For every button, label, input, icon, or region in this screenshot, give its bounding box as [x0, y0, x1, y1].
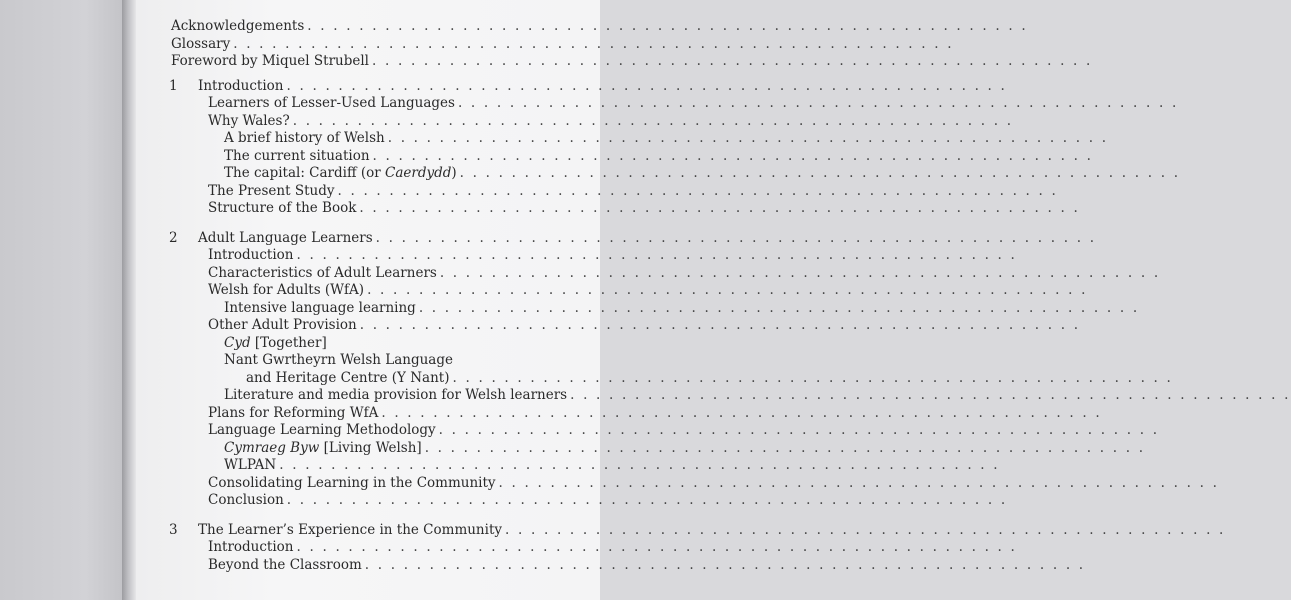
entry-title: Conclusion	[208, 492, 284, 508]
dot-leader: . . . . . . . . . . . . . . . . . . . . . . . . . . . . . . . . . . . . . . . . . . . . . . . . . . . . . . . .	[307, 18, 1028, 34]
entry-title: The Present Study	[208, 182, 335, 199]
dot-leader: . . . . . . . . . . . . . . . . . . . . . . . . . . . . . . . . . . . . . . . . . . . . . . . . . . . . . . . .	[452, 369, 1174, 386]
entry-title: Intensive language learning	[224, 299, 416, 316]
dot-leader: . . . . . . . . . . . . . . . . . . . . . . . . . . . . . . . . . . . . . . . . . . . . . . . . . . . . . . . .	[372, 53, 1093, 69]
toc-entry[interactable]	[136, 556, 1086, 577]
entry-title: The current situation	[224, 147, 370, 164]
entry-title: Structure of the Book	[208, 200, 357, 216]
dot-leader: . . . . . . . . . . . . . . . . . . . . . . . . . . . . . . . . . . . . . . . . . . . . . . . . . . . . . . . .	[387, 130, 1109, 146]
dot-leader: . . . . . . . . . . . . . . . . . . . . . . . . . . . . . . . . . . . . . . . . . . . . . . . . . . . . . . . .	[439, 264, 1161, 281]
dot-leader: . . . . . . . . . . . . . . . . . . . . . . . . . . . . . . . . . . . . . . . . . . . . . . . . . . . . . . . .	[381, 404, 1102, 421]
entry-title: Introduction	[208, 539, 294, 555]
toc-entry[interactable]	[136, 492, 1008, 512]
entry-title: The Learner’s Experience in the Community	[198, 521, 503, 538]
entry-title: Acknowledgements	[171, 18, 305, 34]
dot-leader: . . . . . . . . . . . . . . . . . . . . . . . . . . . . . . . . . . . . . . . . . . . . . . . . . . . . . . . .	[570, 387, 1291, 403]
entry-title: and Heritage Centre (Y Nant)	[246, 369, 450, 386]
dot-leader: . . . . . . . . . . . . . . . . . . . . . . . . . . . . . . . . . . . . . . . . . . . . . . . . . . . . . . . .	[457, 95, 1179, 111]
entry-title: The capital: Cardiff (or Caerdydd)	[224, 165, 457, 181]
chapter-number: 3	[169, 521, 178, 538]
dot-leader: . . . . . . . . . . . . . . . . . . . . . . . . . . . . . . . . . . . . . . . . . . . . . . . . . . . . . . . .	[372, 147, 1094, 164]
entry-title: Learners of Lesser-Used Languages	[208, 95, 455, 111]
entry-title: Welsh for Adults (WfA)	[208, 282, 365, 298]
dot-leader: . . . . . . . . . . . . . . . . . . . . . . . . . . . . . . . . . . . . . . . . . . . . . . . . . . . . . . . .	[375, 229, 1097, 246]
chapter-number: 2	[169, 229, 178, 246]
dot-leader: . . . . . . . . . . . . . . . . . . . . . . . . . . . . . . . . . . . . . . . . . . . . . . . . . . . . . . . .	[337, 182, 1059, 199]
dot-leader: . . . . . . . . . . . . . . . . . . . . . . . . . . . . . . . . . . . . . . . . . . . . . . . . . . . . . . . .	[279, 457, 1000, 473]
entry-title: Introduction	[198, 77, 284, 94]
entry-title: Characteristics of Adult Learners	[208, 264, 437, 281]
contents-page	[136, 0, 1291, 600]
entry-title: Glossary	[171, 35, 231, 52]
dot-leader: . . . . . . . . . . . . . . . . . . . . . . . . . . . . . . . . . . . . . . . . . . . . . . . . . . . . . . . .	[459, 165, 1181, 181]
entry-title: Literature and media provision for Welsh learners	[224, 387, 568, 403]
entry-title: Cyd [Together]	[224, 334, 327, 351]
toc-front-matter-item[interactable]	[136, 53, 1093, 73]
dot-leader: . . . . . . . . . . . . . . . . . . . . . . . . . . . . . . . . . . . . . . . . . . . . . . . . . . . . . . . .	[424, 439, 1146, 456]
dot-leader: . . . . . . . . . . . . . . . . . . . . . . . . . . . . . . . . . . . . . . . . . . . . . . . . . . . . . . . .	[438, 422, 1160, 438]
dot-leader: . . . . . . . . . . . . . . . . . . . . . . . . . . . . . . . . . . . . . . . . . . . . . . . . . . . . . . . .	[292, 112, 1014, 129]
dot-leader: . . . . . . . . . . . . . . . . . . . . . . . . . . . . . . . . . . . . . . . . . . . . . . . . . . . . . . . .	[296, 539, 1018, 555]
dot-leader: . . . . . . . . . . . . . . . . . . . . . . . . . . . . . . . . . . . . . . . . . . . . . . . . . . . . . . . .	[418, 299, 1140, 316]
entry-title: Foreword by Miquel Strubell	[171, 53, 369, 69]
dot-leader: . . . . . . . . . . . . . . . . . . . . . . . . . . . . . . . . . . . . . . . . . . . . . . . . . . . . . . . .	[359, 200, 1080, 216]
entry-title: Cymraeg Byw [Living Welsh]	[224, 439, 422, 456]
entry-title: Beyond the Classroom	[208, 556, 362, 573]
entry-title: A brief history of Welsh	[224, 130, 385, 146]
entry-title: Adult Language Learners	[198, 229, 373, 246]
entry-title: Nant Gwrtheyrn Welsh Language	[224, 352, 453, 368]
dot-leader: . . . . . . . . . . . . . . . . . . . . . . . . . . . . . . . . . . . . . . . . . . . . . . . . . . . . . . . .	[359, 317, 1081, 333]
dot-leader: . . . . . . . . . . . . . . . . . . . . . . . . . . . . . . . . . . . . . . . . . . . . . . . . . . . . . . . .	[233, 35, 954, 52]
dot-leader: . . . . . . . . . . . . . . . . . . . . . . . . . . . . . . . . . . . . . . . . . . . . . . . . . . . . . . . .	[498, 474, 1220, 491]
entry-title: Introduction	[208, 247, 294, 263]
dot-leader: . . . . . . . . . . . . . . . . . . . . . . . . . . . . . . . . . . . . . . . . . . . . . . . . . . . . . . . .	[286, 77, 1008, 94]
dot-leader: . . . . . . . . . . . . . . . . . . . . . . . . . . . . . . . . . . . . . . . . . . . . . . . . . . . . . . . .	[286, 492, 1008, 508]
entry-title: Consolidating Learning in the Community	[208, 474, 496, 491]
book-gutter	[122, 0, 136, 600]
entry-title: Language Learning Methodology	[208, 422, 436, 438]
dot-leader: . . . . . . . . . . . . . . . . . . . . . . . . . . . . . . . . . . . . . . . . . . . . . . . . . . . . . . . .	[367, 282, 1088, 298]
entry-title: Why Wales?	[208, 112, 290, 129]
entry-title: Plans for Reforming WfA	[208, 404, 379, 421]
entry-title: Other Adult Provision	[208, 317, 357, 333]
chapter-number: 1	[169, 77, 178, 94]
dot-leader: . . . . . . . . . . . . . . . . . . . . . . . . . . . . . . . . . . . . . . . . . . . . . . . . . . . . . . . .	[364, 556, 1086, 573]
entry-title: WLPAN	[224, 457, 277, 473]
dot-leader: . . . . . . . . . . . . . . . . . . . . . . . . . . . . . . . . . . . . . . . . . . . . . . . . . . . . . . . .	[296, 247, 1018, 263]
left-page	[0, 0, 122, 600]
toc-entry[interactable]	[136, 200, 1080, 220]
dot-leader: . . . . . . . . . . . . . . . . . . . . . . . . . . . . . . . . . . . . . . . . . . . . . . . . . . . . . . . .	[505, 521, 1226, 538]
